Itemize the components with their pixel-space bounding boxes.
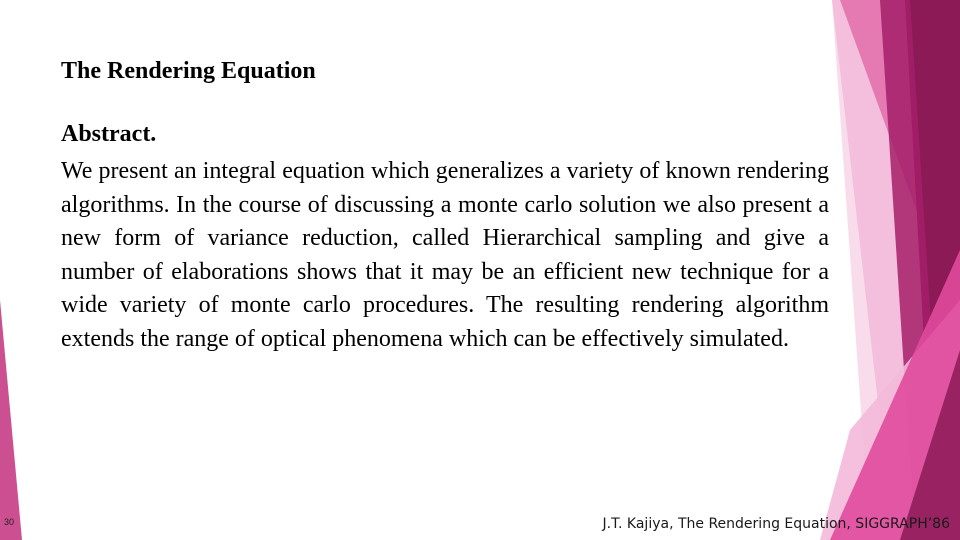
slide-title: The Rendering Equation bbox=[61, 58, 316, 84]
slide-number: 30 bbox=[4, 517, 15, 527]
left-accent-triangle bbox=[0, 300, 22, 540]
footer-citation: J.T. Kajiya, The Rendering Equation, SIGGRAPH’86 bbox=[602, 516, 950, 532]
abstract-heading: Abstract. bbox=[61, 121, 157, 147]
abstract-body: We present an integral equation which generalizes a variety of known rendering algorithms. In the course of discussing a monte carlo solution we also present a new form of variance reduction, called Hierarchical sampling and give a number of elaborations shows that it may be an efficient new technique for a wide variety of monte carlo procedures. The resulting rendering algorithm extends the range of optical phenomena which can be effectively simulated. bbox=[61, 158, 829, 352]
